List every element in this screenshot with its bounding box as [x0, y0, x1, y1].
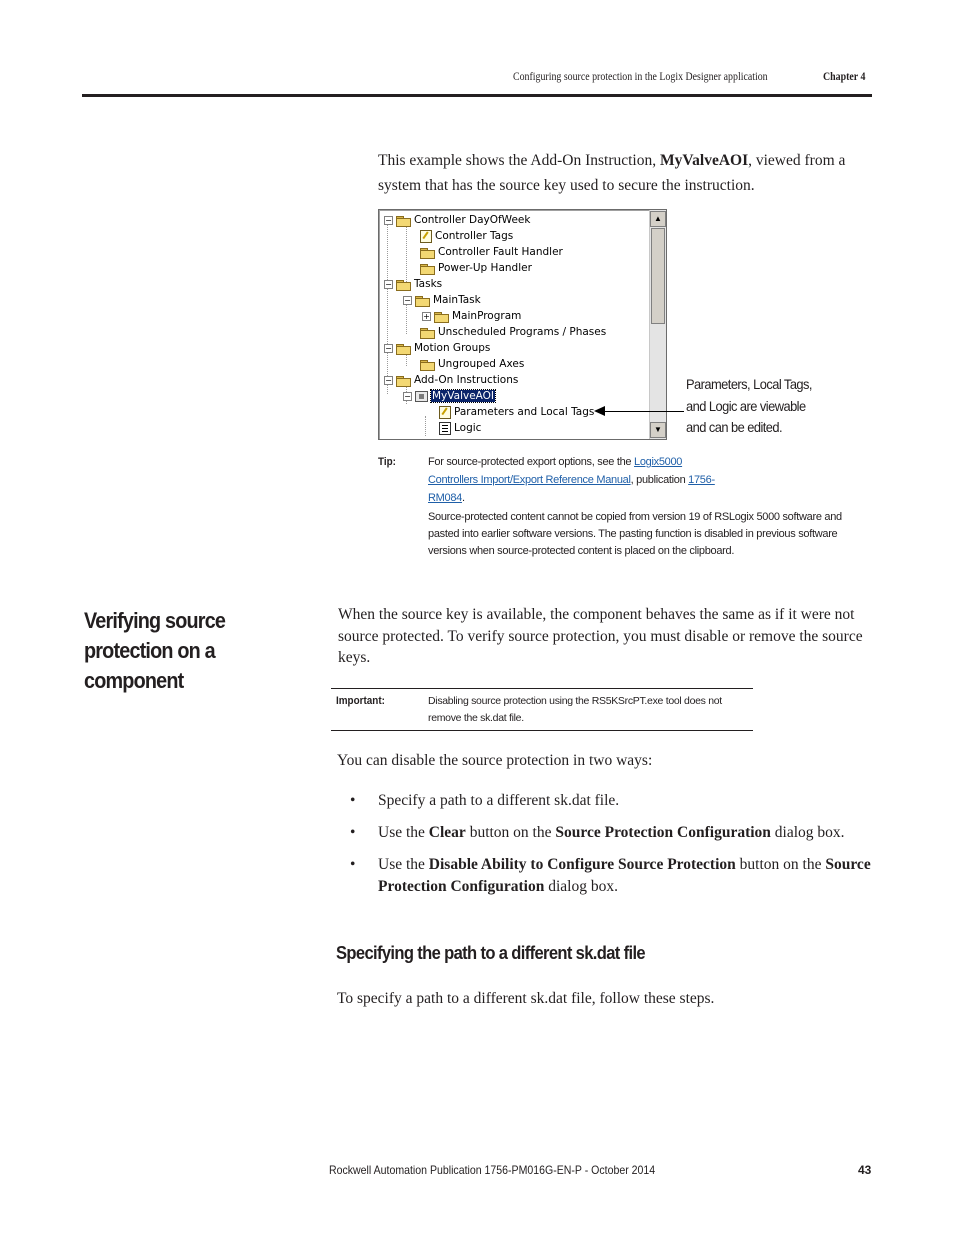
tree-item-label: Ungrouped Axes	[438, 358, 525, 370]
bullet-text: dialog box.	[544, 877, 618, 895]
task-icon	[415, 295, 430, 306]
bullet-text: Use the	[378, 856, 429, 873]
tree-item-label: Power-Up Handler	[438, 262, 532, 274]
tree-item-label: MainTask	[433, 294, 481, 306]
tip-text: .	[461, 492, 465, 504]
tree-item-label-selected: MyValveAOI	[432, 390, 495, 402]
bullet-icon: •	[350, 823, 356, 841]
tip-label: Tip:	[378, 456, 396, 468]
tree-connector	[406, 224, 407, 282]
bullet-item	[350, 822, 875, 844]
subsection-heading: Specifying the path to a different sk.dat file	[336, 943, 645, 963]
tree-item-power-up-handler[interactable]	[420, 260, 532, 276]
ways-paragraph: You can disable the source protection in two ways:	[337, 752, 653, 769]
aoi-icon	[415, 391, 428, 402]
scroll-down-arrow-icon[interactable]: ▼	[650, 422, 666, 438]
collapse-icon[interactable]: −	[385, 375, 392, 385]
collapse-icon[interactable]: −	[385, 279, 392, 289]
section-paragraph: When the source key is available, the component behaves the same as if it were not source protected. To verify source protection, you must disable or remove the source keys.	[338, 606, 863, 666]
tree-connector	[387, 224, 388, 394]
callout-text: Parameters, Local Tags, and Logic are viewable and can be edited.	[686, 376, 812, 435]
bullet-bold: Source Protection Configuration	[378, 856, 871, 895]
controller-organizer-tree	[378, 209, 667, 440]
tree-item-label: Motion Groups	[414, 342, 491, 354]
tree-item-mainprogram[interactable]	[422, 308, 521, 324]
header-rule	[82, 94, 872, 97]
tree-item-fault-handler[interactable]	[420, 244, 563, 260]
tip-body	[428, 453, 873, 560]
important-label: Important:	[336, 695, 385, 707]
folder-icon	[420, 327, 435, 338]
logic-icon	[439, 422, 451, 435]
folder-icon	[396, 279, 411, 290]
tip-line-2: Source-protected content cannot be copied from version 19 of RSLogix 5000 software and pasted into earlier software versions. The pasting function is disabled in previous software versions when source-protected content is placed on the clipboard.	[428, 511, 842, 557]
expand-icon[interactable]: +	[423, 311, 430, 321]
tree-item-controller[interactable]	[384, 212, 530, 228]
scrollbar-thumb[interactable]	[651, 228, 665, 324]
tags-icon	[439, 406, 451, 419]
bullet-list	[350, 790, 875, 897]
tip-line-1	[428, 453, 728, 507]
callout-arrow-line	[604, 411, 684, 412]
bullet-text: button on the	[735, 856, 826, 873]
tree-item-label: Tasks	[414, 278, 443, 290]
tree-item-label: Add-On Instructions	[414, 374, 519, 386]
important-text: Disabling source protection using the RS5KSrcPT.exe tool does not remove the sk.dat file.	[428, 695, 722, 724]
bullet-item	[350, 790, 875, 812]
tree-item-motion-groups[interactable]	[384, 340, 490, 356]
intro-bold-aoi: MyValveAOI	[659, 152, 749, 169]
tree-item-label: Logic	[454, 422, 482, 434]
intro-paragraph	[378, 148, 873, 198]
tree-item-label: Unscheduled Programs / Phases	[438, 326, 607, 338]
folder-icon	[420, 247, 435, 258]
tree-item-label: Controller Tags	[435, 230, 514, 242]
tip-text: , publication	[630, 474, 689, 486]
important-rule-top	[331, 688, 753, 689]
important-rule-bottom	[331, 730, 753, 731]
folder-icon	[420, 263, 435, 274]
bullet-icon: •	[350, 856, 356, 873]
bullet-icon: •	[350, 792, 356, 809]
link-1756-rm084[interactable]: 1756-RM084	[428, 474, 715, 504]
collapse-icon[interactable]: −	[385, 343, 392, 353]
tree-item-label: Controller DayOfWeek	[414, 214, 531, 226]
scroll-up-arrow-icon[interactable]: ▲	[650, 211, 666, 227]
bullet-bold: Disable Ability to Configure Source Protection	[428, 856, 736, 873]
collapse-icon[interactable]: −	[404, 295, 411, 305]
tree-item-unscheduled[interactable]	[420, 324, 606, 340]
footer-publication: Rockwell Automation Publication 1756-PM016G-EN-P - October 2014	[329, 1163, 656, 1177]
tree-item-maintask[interactable]	[403, 292, 481, 308]
tree-item-label: Parameters and Local Tags	[454, 406, 595, 418]
tree-item-parameters-local-tags[interactable]	[439, 404, 594, 420]
folder-icon	[396, 215, 411, 226]
bullet-text: Specify a path to a different sk.dat file.	[378, 792, 620, 809]
tip-text: For source-protected export options, see the	[428, 456, 635, 468]
tree-connector	[406, 304, 407, 334]
bullet-text: button on the	[465, 823, 556, 841]
tree-item-myvalveaoi[interactable]	[403, 388, 495, 404]
subsection-paragraph: To specify a path to a different sk.dat file, follow these steps.	[337, 990, 715, 1007]
page-number: 43	[858, 1163, 872, 1177]
intro-text-end: , viewed from a system that has the source key used to secure the instruction.	[378, 152, 846, 194]
tree-item-controller-tags[interactable]	[420, 228, 513, 244]
tree-connector	[425, 416, 426, 436]
bullet-text: Use the	[378, 823, 429, 841]
running-header-title: Configuring source protection in the Logix Designer application	[513, 71, 768, 83]
folder-icon	[420, 359, 435, 370]
folder-icon	[396, 343, 411, 354]
bullet-bold: Clear	[428, 823, 466, 841]
running-header-chapter: Chapter 4	[823, 71, 866, 83]
folder-icon	[396, 375, 411, 386]
bullet-item	[350, 854, 875, 897]
tags-icon	[420, 230, 432, 243]
tree-item-logic[interactable]	[439, 420, 481, 436]
tree-item-ungrouped-axes[interactable]	[420, 356, 524, 372]
section-heading: Verifying source protection on a component	[84, 608, 226, 693]
tree-item-add-on-instructions[interactable]	[384, 372, 518, 388]
bullet-text: dialog box.	[770, 823, 845, 841]
tree-item-tasks[interactable]	[384, 276, 442, 292]
intro-text-start: This example shows the Add-On Instruction,	[378, 152, 660, 169]
collapse-icon[interactable]: −	[385, 215, 392, 225]
program-icon	[434, 311, 449, 322]
vertical-scrollbar[interactable]	[649, 210, 666, 439]
tree-item-label: MainProgram	[452, 310, 522, 322]
link-import-export-manual[interactable]: Logix5000 Controllers Import/Export Reference Manual	[428, 456, 683, 486]
tree-item-label: Controller Fault Handler	[438, 246, 563, 258]
collapse-icon[interactable]: −	[404, 391, 411, 401]
bullet-bold: Source Protection Configuration	[555, 823, 771, 841]
callout-arrowhead-icon	[594, 406, 605, 416]
